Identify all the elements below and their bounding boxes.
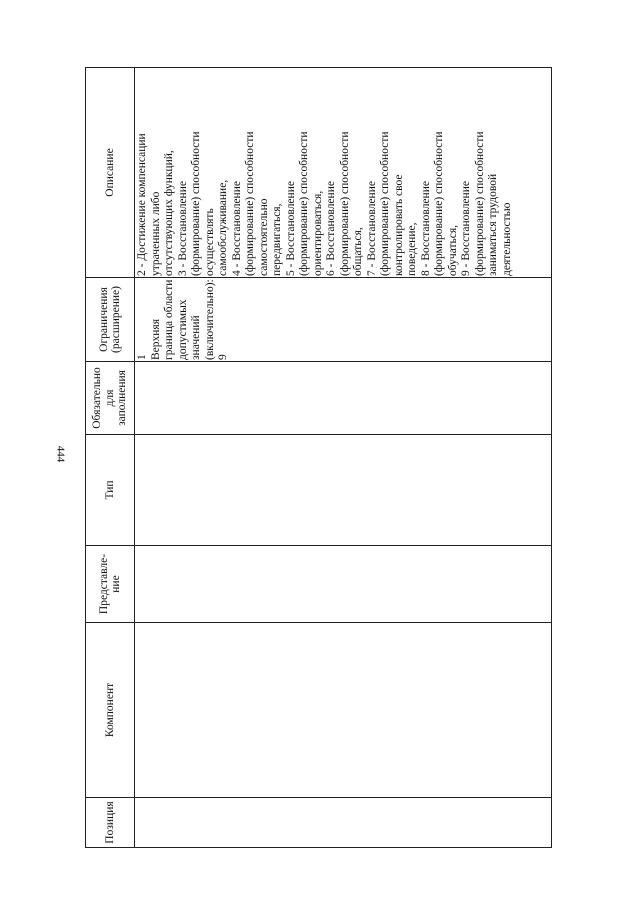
header-representation: Представле-ние	[86, 546, 135, 623]
limits-line: Верхняя	[149, 318, 162, 360]
description-line: (формирование) способности	[298, 131, 310, 276]
description-line: отсутствующих функций,	[163, 150, 175, 276]
limits-line: 1	[136, 354, 148, 360]
page-number: 444	[54, 445, 67, 463]
description-line: 7 - Восстановление	[365, 181, 378, 276]
description-line: заниматься трудовой	[487, 173, 499, 276]
cell-position	[135, 798, 552, 848]
description-line: самообслуживание,	[217, 179, 229, 276]
description-line: (формирование) способности	[473, 131, 486, 276]
cell-limits	[135, 278, 552, 362]
header-required: Обязательно для заполнения	[86, 362, 135, 435]
limits-line: граница области	[163, 279, 175, 360]
description-line: (формирование) способности	[190, 131, 202, 276]
description-line: общаться,	[352, 227, 364, 276]
header-component: Компонент	[86, 623, 135, 798]
limits-line: значений	[190, 315, 202, 360]
rotated-table-container	[85, 68, 552, 848]
limits-line: 9	[217, 354, 229, 360]
description-line: 5 - Восстановление	[284, 181, 297, 276]
description-line: ориентироваться,	[311, 190, 324, 276]
description-line: осуществлять	[203, 208, 216, 276]
description-line: 4 - Восстановление	[230, 181, 243, 276]
header-limits: Ограничения (расширение)	[86, 278, 135, 362]
cell-required	[135, 362, 552, 435]
description-line: обучаться,	[446, 224, 459, 276]
cell-description	[135, 68, 552, 278]
description-line: самостоятельно	[257, 198, 270, 276]
description-line: (формирование) способности	[338, 131, 351, 276]
header-type: Тип	[86, 435, 135, 546]
description-line: передвигаться,	[271, 203, 283, 276]
spec-table	[85, 67, 552, 848]
description-line: (формирование) способности	[379, 131, 391, 276]
description-line: поведение,	[406, 222, 418, 276]
cell-component	[135, 623, 552, 798]
cell-representation	[135, 546, 552, 623]
description-line: 2 - Достижение компенсации	[136, 133, 148, 276]
description-line: 8 - Восстановление	[419, 181, 432, 276]
description-line: деятельностью	[500, 202, 513, 276]
table-row	[135, 68, 552, 848]
description-line: контролировать свое	[392, 174, 405, 276]
header-row	[86, 68, 135, 848]
header-description: Описание	[86, 68, 135, 278]
limits-line: допустимых	[176, 299, 189, 360]
description-line: 6 - Восстановление	[325, 181, 337, 276]
description-line: утраченных либо	[149, 191, 162, 276]
description-line: 9 - Восстановление	[460, 181, 472, 276]
header-position: Позиция	[86, 798, 135, 848]
description-line: (формирование) способности	[244, 131, 256, 276]
limits-line: (включительно):	[203, 279, 216, 360]
cell-type	[135, 435, 552, 546]
description-line: (формирование) способности	[433, 131, 445, 276]
description-line: 3 - Восстановление	[176, 181, 189, 276]
